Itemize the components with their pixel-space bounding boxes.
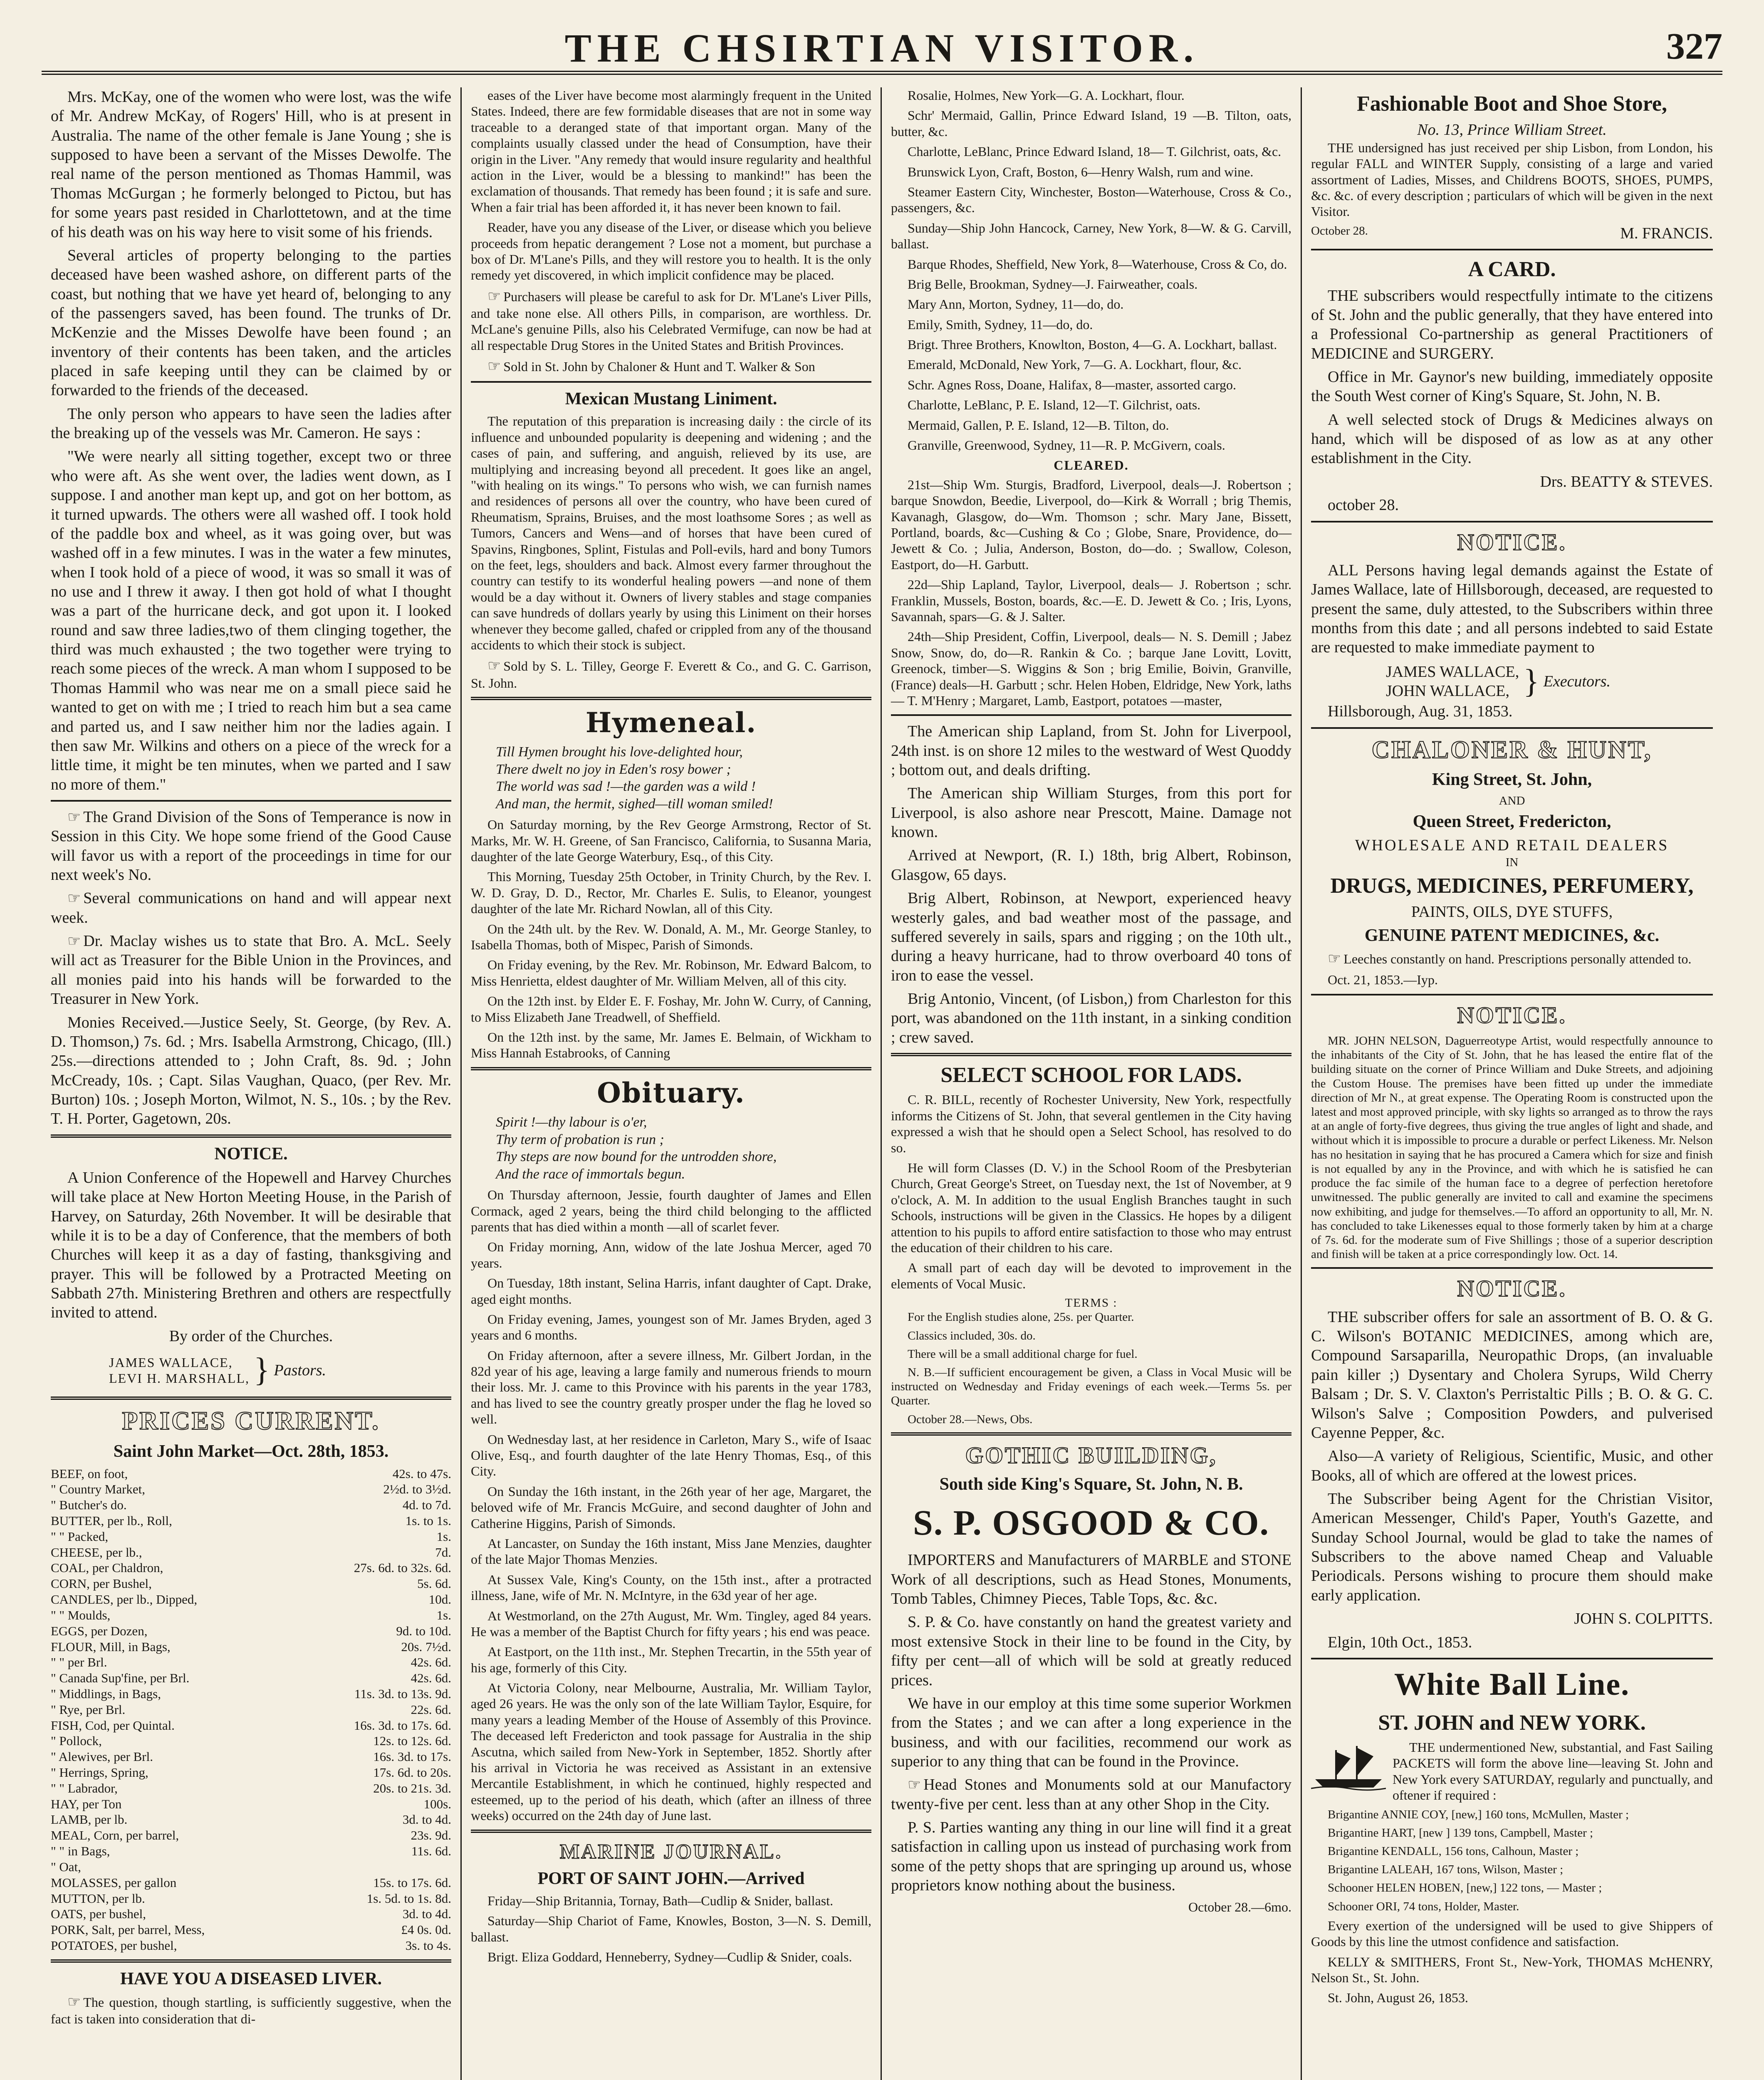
school-date: October 28.—News, Obs. (908, 1412, 1033, 1426)
marine-journal-heading: MARINE JOURNAL. (560, 1839, 782, 1863)
article-paragraph: Mrs. McKay, one of the women who were lost, was the wife of Mr. Andrew McKay, of Rogers' Hill, who is at present in Australia. The name of the other female is Jane Young ; she is supposed to have been a servant of the Misses Dewolfe. The real name of the person mentioned as Thomas Hammil, was Thomas McGurgan ; he formerly belonged to Pictou, but has for some years past resided in Charlottetown, and at the time of his death was on his way here to visit some of his friends. (51, 88, 451, 241)
divider (1311, 994, 1713, 995)
price-item: CHEESE, per lb., (51, 1545, 142, 1560)
divider (891, 1053, 1291, 1056)
price-item: " Canada Sup'fine, per Brl. (51, 1671, 190, 1686)
price-item: " " per Brl. (51, 1655, 107, 1670)
price-value: 27s. 6d. to 32s. 6d. (354, 1560, 451, 1575)
ship-entry: Brigantine HART, [new ] 139 tons, Campbell, Master ; (1328, 1826, 1593, 1840)
chaloner-hunt-line: PAINTS, OILS, DYE STUFFS, (1411, 903, 1613, 921)
price-item: MOLASSES, per gallon (51, 1875, 177, 1890)
price-row (51, 1466, 451, 1482)
card-date: october 28. (1328, 496, 1399, 514)
boot-store-footer (1311, 224, 1713, 243)
poem-line: Thy steps are now bound for the untrodden shore, (496, 1149, 777, 1165)
brace-icon: } (253, 1352, 270, 1389)
price-row (51, 1639, 451, 1655)
signature-name: JAMES WALLACE, (109, 1354, 233, 1370)
price-row (51, 1780, 451, 1796)
signature-name: LEVI H. MARSHALL, (109, 1370, 250, 1386)
price-value: 3d. to 4d. (402, 1907, 451, 1922)
price-value: 23s. 9d. (411, 1828, 451, 1843)
price-value: 16s. 3d. to 17s. (373, 1749, 451, 1764)
arrival-entry: Friday—Ship Britannia, Tornay, Bath—Cudlip & Snider, ballast. (487, 1893, 834, 1908)
price-row (51, 1859, 451, 1875)
hymeneal-poem (496, 743, 871, 812)
chaloner-hunt-line: WHOLESALE AND RETAIL DEALERS (1355, 837, 1669, 854)
divider (1311, 727, 1713, 729)
price-item: " " Labrador, (51, 1780, 118, 1795)
arrival-entry: Brunswick Lyon, Craft, Boston, 6—Henry Walsh, rum and wine. (908, 164, 1254, 179)
article-paragraph: ☞ Sold in St. John by Chaloner & Hunt and T. Walker & Son (487, 358, 815, 375)
school-text: He will form Classes (D. V.) in the School Room of the Presbyterian Church, Great George's Street, on Tuesday next, the 1st of November, at 9 o'clock, A. M. In addition to the usual English Branches taught in such Schools, instructions will be given in the Classics. He hopes by a diligent attention to his pupils to afford entire satisfaction to those who may entrust the education of their children to his care. (891, 1160, 1291, 1255)
price-item: LAMB, per lb. (51, 1812, 128, 1827)
card-text: A well selected stock of Drugs & Medicines always on hand, which will be disposed of as low as at any other establishment in the City. (1311, 411, 1713, 467)
chaloner-hunt-address: Queen Street, Fredericton, (1413, 812, 1611, 832)
article-paragraph: The only person who appears to have seen the ladies after the breaking up of the vessels was Mr. Cameron. He says : (51, 405, 451, 442)
death-entry: On Wednesday last, at her residence in Carleton, Mary S., wife of Isaac Olive, Esq., and fourth daughter of the late Henry Thomas, Esq., of this City. (471, 1431, 871, 1479)
ship-list (1311, 1808, 1713, 1914)
price-value: 1s. to 1s. (405, 1513, 451, 1528)
poem-line: There dwelt no joy in Eden's rosy bower ; (496, 761, 731, 777)
pointing-hand-icon: ☞ (487, 287, 501, 305)
price-value: 3d. to 4d. (402, 1812, 451, 1827)
price-value: 1s. 5d. to 1s. 8d. (366, 1891, 451, 1906)
price-row (51, 1843, 451, 1859)
price-row (51, 1513, 451, 1529)
chaloner-hunt-date: Oct. 21, 1853.—Iyp. (1328, 972, 1438, 988)
divider (1311, 1658, 1713, 1659)
price-value: £4 0s. 0d. (401, 1922, 451, 1937)
price-row (51, 1749, 451, 1765)
ship-entry: Brigantine ANNIE COY, [new,] 160 tons, McMullen, Master ; (1328, 1808, 1629, 1821)
price-item: " Country Market, (51, 1482, 146, 1497)
prices-subtitle: Saint John Market—Oct. 28th, 1853. (113, 1442, 389, 1461)
pointing-hand-icon: ☞ (67, 890, 81, 907)
card-heading: A CARD. (1468, 258, 1556, 282)
marriage-entry: On the 24th ult. by the Rev. W. Donald, A. M., Mr. George Stanley, to Isabella Thomas, both of Mispec, Parish of Simonds. (471, 921, 871, 953)
boot-store-text: THE undersigned has just received per ship Lisbon, from London, his regular FALL and WINTER Supply, consisting of a large and varied assortment of Ladies, Misses, and Childrens BOOTS, SHOES, PUMPS, &c. &c. of every description ; particulars of which will be given in the next Visitor. (1311, 140, 1713, 219)
cleared-list (891, 477, 1291, 708)
cleared-heading: CLEARED. (1054, 458, 1129, 473)
price-row (51, 1670, 451, 1686)
price-item: MUTTON, per lb. (51, 1891, 145, 1906)
page-number: 327 (1666, 26, 1722, 67)
arrival-entry: Schr' Mermaid, Gallin, Prince Edward Island, 19 —B. Tilton, oats, butter, &c. (891, 108, 1291, 139)
masthead (42, 21, 1722, 75)
prices-table (51, 1466, 451, 1954)
ship-entry: Brigantine KENDALL, 156 tons, Calhoun, Master ; (1328, 1845, 1579, 1858)
price-value: 11s. 3d. to 13s. 9d. (354, 1686, 451, 1701)
terms-line: Classics included, 30s. do. (908, 1329, 1036, 1342)
price-row (51, 1875, 451, 1891)
daguerreotype-notice: MR. JOHN NELSON, Daguerreotype Artist, would respectfully announce to the inhabitants of the City of St. John, that he has leased the entire flat of the building situate on the corner of Prince William and Duke Streets, and adjoining the Custom House. The premises have been fitted up under the immediate direction of Mr N., at great expense. The Operating Room is constructed upon the latest and most approved principle, with sky lights so arranged as to throw the rays at an angle of forty-five degrees, thus giving the true angles of light and shade, and without which it is impossible to procure a durable or perfect Likeness. Mr. Nelson has no hesitation in saying that he has procured a Camera which for size and finish is not equalled by any in the Province, and with which he is satisfied he can produce the fac simile of the human face to a degree of perfection heretofore unwitnessed. The public generally are invited to call and examine the specimens now exhibiting, and judge for themselves.—To afford an opportunity to all, Mr. N. has concluded to take Likenesses equal to those formerly taken by him at a charge of 7s. 6d. for the moderate sum of Five Shillings ; those of a superior description and finish will be taken at a price correspondingly low. Oct. 14. (1311, 1034, 1713, 1261)
shipping-news-item: Arrived at Newport, (R. I.) 18th, brig Albert, Robinson, Glasgow, 65 days. (891, 847, 1291, 884)
mustang-heading: Mexican Mustang Liniment. (565, 389, 777, 409)
ship-entry: Schooner ORI, 74 tons, Holder, Master. (1328, 1899, 1519, 1913)
signature-name: JOHN WALLACE, (1386, 682, 1509, 700)
arrival-entry: Mary Ann, Morton, Sydney, 11—do, do. (908, 297, 1124, 312)
price-item: CORN, per Bushel, (51, 1576, 152, 1591)
botanic-notice: THE subscriber offers for sale an assortment of B. O. & G. C. Wilson's BOTANIC MEDICINES, among which are, Compound Sarsaparilla, Neuropathic Drops, (an invaluable pain killer ;) Dysentary and Cholera Syrups, Wild Cherry Balsam ; Dr. S. V. Claxton's Perristaltic Pills ; B. O. & G. C. Wilson's Salve ; Composition Powders, and pulverised Cayenne Pepper, &c. (1311, 1308, 1713, 1441)
price-row (51, 1827, 451, 1843)
diseased-liver-text: ☞ The question, though startling, is sufficiently suggestive, when the fact is taken into consideration that di- (51, 1993, 451, 2027)
article-paragraph: eases of the Liver have become most alarmingly frequent in the United States. Indeed, there are few formidable diseases that are not in some way traceable to a deranged state of that important organ. Many of the complaints usually classed under the head of Consumption, have their origin in the Liver. "Any remedy that would insure regularity and healthful action in the Liver, would be a blessing to mankind!" has been the exclamation of thousands. That remedy has been found ; it is safe and sure. When a fair trial has been afforded it, it has never been known to fail. (471, 88, 871, 215)
price-value: 22s. 6d. (411, 1702, 451, 1717)
divider (891, 1432, 1291, 1436)
price-value: 20s. to 21s. 3d. (373, 1780, 451, 1795)
botanic-date: Elgin, 10th Oct., 1853. (1328, 1633, 1472, 1651)
prices-heading: PRICES CURRENT. (122, 1406, 380, 1435)
price-row (51, 1938, 451, 1954)
death-entry: On Sunday the 16th instant, in the 26th year of her age, Margaret, the beloved wife of Mr. Francis McGuire, and second daughter of John and Catherine Higgins, Parish of Simonds. (471, 1483, 871, 1531)
school-text: C. R. BILL, recently of Rochester University, New York, respectfully informs the Citizens of St. John, that several gentlemen in the City having expressed a wish that he should open a Select School, has resolved to do so. (891, 1092, 1291, 1155)
death-entry: At Lancaster, on Sunday the 16th instant, Miss Jane Menzies, daughter of the late Major Thomas Menzies. (471, 1535, 871, 1567)
poem-line: And the race of immortals begun. (496, 1166, 685, 1182)
arrival-entry: Steamer Eastern City, Winchester, Boston—Waterhouse, Cross & Co., passengers, &c. (891, 184, 1291, 215)
price-item: OATS, per bushel, (51, 1907, 146, 1922)
boot-store-date: October 28. (1311, 224, 1368, 238)
pointing-hand-icon: ☞ (908, 1776, 921, 1794)
price-item: PORK, Salt, per barrel, Mess, (51, 1922, 205, 1937)
death-entry: At Sussex Vale, King's County, on the 15th inst., after a protracted illness, Jane, wife of Mr. N. McIntyre, in the 63d year of her age. (471, 1572, 871, 1603)
price-row (51, 1576, 451, 1592)
price-item: BUTTER, per lb., Roll, (51, 1513, 172, 1528)
pointing-hand-icon: ☞ (1328, 950, 1341, 968)
arrival-entry: Mermaid, Gallen, P. E. Island, 12—B. Tilton, do. (908, 417, 1169, 433)
price-row (51, 1529, 451, 1545)
brace-icon: } (1523, 663, 1539, 700)
bible-union-notice: ☞ Dr. Maclay wishes us to state that Bro. A. McL. Seely will act as Treasurer for the Bible Union in the Provinces, and all monies paid into his hands will be forwarded to the Treasurer in New York. (51, 932, 451, 1008)
diseased-liver-heading: HAVE YOU A DISEASED LIVER. (120, 1969, 382, 1988)
death-entry: On Friday morning, Ann, widow of the late Joshua Mercer, aged 70 years. (471, 1239, 871, 1270)
notice-text: ALL Persons having legal demands against the Estate of James Wallace, late of Hillsborough, deceased, are requested to present the same, duly attested, to the Subscribers within three months from this date ; and all persons indebted to said Estate are requested to make immediate payment to (1311, 561, 1713, 656)
boot-store-address: No. 13, Prince William Street. (1417, 121, 1607, 139)
boot-store-heading: Fashionable Boot and Shoe Store, (1357, 92, 1667, 116)
price-item: CANDLES, per lb., Dipped, (51, 1592, 198, 1607)
ship-entry: Brigantine LALEAH, 167 tons, Wilson, Master ; (1328, 1863, 1564, 1877)
gothic-building-heading: GOTHIC BUILDING, (965, 1442, 1217, 1468)
arrival-entry: Granville, Greenwood, Sydney, 11—R. P. McGivern, coals. (908, 438, 1225, 453)
price-value: 17s. 6d. to 20s. (373, 1765, 451, 1780)
divider (1311, 1267, 1713, 1269)
arrival-entry: Charlotte, LeBlanc, P. E. Island, 12—T. Gilchrist, oats. (908, 397, 1201, 413)
executor-signatures (1386, 661, 1713, 702)
osgood-text: S. P. & Co. have constantly on hand the greatest variety and most extensive Stock in their line to be found in the City, by fifty per cent—all of which will be sold at greatly reduced prices. (891, 1613, 1291, 1689)
price-item: " " Moulds, (51, 1607, 111, 1622)
marriage-entry: On Friday evening, by the Rev. Mr. Robinson, Mr. Edward Balcom, to Miss Henrietta, eldest daughter of Mr. William Melven, all of this city. (471, 957, 871, 988)
signature-name: JAMES WALLACE, (1386, 663, 1519, 681)
terms-line: There will be a small additional charge for fuel. (908, 1347, 1138, 1361)
divider (891, 714, 1291, 716)
price-value: 10d. (428, 1592, 451, 1607)
osgood-heading: S. P. OSGOOD & CO. (913, 1503, 1270, 1543)
boot-store-signature: M. FRANCIS. (1620, 224, 1713, 242)
arrivals-list (471, 1893, 871, 1965)
price-item: EGGS, per Dozen, (51, 1623, 148, 1638)
botanic-notice: Also—A variety of Religious, Scientific, Music, and other Books, all of which are offered at the lowest prices. (1311, 1447, 1713, 1484)
divider (51, 1134, 451, 1138)
price-value: 11s. 6d. (411, 1844, 451, 1859)
death-entry: At Westmorland, on the 27th August, Mr. Wm. Tingley, aged 84 years. He was a member of the Baptist Church for fifty years ; his end was peace. (471, 1608, 871, 1639)
price-item: " Rye, per Brl. (51, 1702, 126, 1717)
price-row (51, 1922, 451, 1938)
arrival-entry: Emily, Smith, Sydney, 11—do, do. (908, 317, 1093, 332)
white-ball-text: THE undermentioned New, substantial, and Fast Sailing PACKETS will form the above line—leaving St. John and New York every SATURDAY, regularly and punctually, and oftener if required : (1393, 1740, 1713, 1803)
chaloner-hunt-address: King Street, St. John, (1432, 770, 1592, 789)
price-row (51, 1607, 451, 1623)
monies-received: Monies Received.—Justice Seely, St. George, (by Rev. A. D. Thomson,) 7s. 6d. ; Mrs. Isabella Armstrong, Chicago, (Ill.) 25s.—directions attended to ; John Craft, 8s. 9d. ; John McCready, 10s. ; Capt. Silas Vaughan, Quaco, (per Rev. Mr. Burton) 10s. ; Joseph Morton, Wilmot, N. S., 10s. ; by the Rev. T. H. Porter, Gagetown, 20s. (51, 1013, 451, 1128)
column-1 (42, 87, 462, 2080)
newspaper-title: THE CHSIRTIAN VISITOR. (564, 26, 1200, 70)
arrival-entry: Sunday—Ship John Hancock, Carney, New York, 8—W. & G. Carvill, ballast. (891, 220, 1291, 252)
arrival-entry: Rosalie, Holmes, New York—G. A. Lockhart, flour. (908, 88, 1185, 103)
price-value: 3s. to 4s. (405, 1938, 451, 1953)
communications-notice: ☞ Several communications on hand and will appear next week. (51, 889, 451, 926)
column-3 (882, 87, 1302, 2080)
price-item: FISH, Cod, per Quintal. (51, 1718, 175, 1733)
price-item: " " Packed, (51, 1529, 109, 1544)
obituary-heading: Obituary. (597, 1076, 745, 1109)
osgood-date: October 28.—6mo. (1188, 1899, 1291, 1915)
pointing-hand-icon: ☞ (67, 1993, 81, 2011)
death-entry: On Tuesday, 18th instant, Selina Harris, infant daughter of Capt. Drake, aged eight months. (471, 1275, 871, 1307)
white-ball-text: Every exertion of the undersigned will be used to give Shippers of Goods by this line the utmost confidence and satisfaction. (1311, 1918, 1713, 1949)
price-item: POTATOES, per bushel, (51, 1938, 177, 1953)
terms-line: N. B.—If sufficient encouragement be given, a Class in Vocal Music will be instructed on Wednesday and Friday evenings of each week.—Terms 5s. per Quarter. (891, 1366, 1291, 1408)
arrival-entry: Schr. Agnes Ross, Doane, Halifax, 8—master, assorted cargo. (908, 377, 1236, 392)
ship-entry: Schooner HELEN HOBEN, [new,] 122 tons, — Master ; (1328, 1881, 1602, 1895)
price-value: 15s. to 17s. 6d. (373, 1875, 451, 1890)
poem-line: Thy term of probation is run ; (496, 1132, 664, 1147)
sailing-ship-icon (1311, 1742, 1386, 1792)
price-item: " Middlings, in Bags, (51, 1686, 161, 1701)
price-value: 100s. (423, 1796, 451, 1811)
column-4 (1302, 87, 1722, 2080)
poem-line: Till Hymen brought his love-delighted hour, (496, 744, 743, 760)
arrival-entry: Brigt. Three Brothers, Knowlton, Boston, 4—G. A. Lockhart, ballast. (908, 337, 1277, 352)
notice-heading: NOTICE. (1457, 1276, 1567, 1302)
botanic-signature: JOHN S. COLPITTS. (1574, 1610, 1713, 1628)
poem-line: The world was sad !—the garden was a wild ! (496, 779, 756, 795)
price-value: 20s. 7½d. (401, 1639, 451, 1654)
marriage-entry: On the 12th inst. by the same, Mr. James E. Belmain, of Wickham to Miss Hannah Estabrooks, of Canning (471, 1029, 871, 1061)
price-item: FLOUR, Mill, in Bags, (51, 1639, 171, 1654)
price-value: 4d. to 7d. (402, 1498, 451, 1513)
terms-heading: TERMS : (1065, 1296, 1118, 1310)
divider (1311, 521, 1713, 522)
price-row (51, 1796, 451, 1812)
deaths-list (471, 1187, 871, 1823)
school-text: A small part of each day will be devoted to improvement in the elements of Vocal Music. (891, 1260, 1291, 1291)
cleared-entry: 22d—Ship Lapland, Taylor, Liverpool, deals— J. Robertson ; schr. Franklin, Mussels, Boston, boards, &c.—E. D. Jewett & Co. ; Iris, Lyons, Savannah, spars—G. & J. Salter. (891, 577, 1291, 624)
price-row (51, 1592, 451, 1607)
temperance-notice: ☞ The Grand Division of the Sons of Temperance is now in Session in this City. We hope some friend of the Good Cause will favor us with a report of the proceedings in time for our next week's No. (51, 808, 451, 884)
white-ball-date: St. John, August 26, 1853. (1328, 1990, 1468, 2006)
arrivals-list (891, 87, 1291, 453)
column-2 (462, 87, 882, 2080)
signature-role: Pastors. (274, 1361, 327, 1379)
price-value: 42s. to 47s. (392, 1466, 451, 1481)
arrival-entry: Charlotte, LeBlanc, Prince Edward Island, 18— T. Gilchrist, oats, &c. (908, 144, 1282, 159)
white-ball-heading: White Ball Line. (1394, 1666, 1630, 1702)
notice-by: By order of the Churches. (169, 1327, 333, 1345)
osgood-text: ☞ Head Stones and Monuments sold at our Manufactory twenty-five per cent. less than at any other Shop in the City. (891, 1776, 1291, 1813)
death-entry: At Victoria Colony, near Melbourne, Australia, Mr. William Taylor, aged 26 years. He was the only son of the late William Taylor, Esquire, for many years a leading Member of the House of Assembly of this Province. The deceased left Fredericton and took passage for Australia in the ship Ascutna, which sailed from New-York in September, 1852. Shortly after his arrival in Victoria he was received as Assistant in an extensive Mercantile Establishment, in which he continued, highly respected and esteemed, up to the period of his death, which (after an illness of three weeks) occurred on the 24th day of June last. (471, 1680, 871, 1823)
hymeneal-heading: Hymeneal. (585, 706, 757, 739)
price-value: 12s. to 12s. 6d. (373, 1733, 451, 1748)
price-item: " " in Bags, (51, 1844, 110, 1859)
price-row (51, 1560, 451, 1576)
price-value: 5s. 6d. (417, 1576, 451, 1591)
death-entry: At Eastport, on the 11th inst., Mr. Stephen Trecartin, in the 55th year of his age, formerly of this City. (471, 1644, 871, 1675)
shipping-news-item: Brig Albert, Robinson, at Newport, experienced heavy westerly gales, and bad weather most of the passage, and suffered severely in sails, spars and rigging ; on the 10th ult., during a heavy hurricane, had to throw overboard 40 tons of iron to ease the vessel. (891, 889, 1291, 984)
shipping-news-item: The American ship William Sturges, from this port for Liverpool, is also ashore near Prescott, Maine. Damage not known. (891, 785, 1291, 841)
divider (51, 1397, 451, 1400)
price-value: 1s. (436, 1529, 451, 1544)
price-item: MEAL, Corn, per barrel, (51, 1828, 179, 1843)
shipping-news-item: Brig Antonio, Vincent, (of Lisbon,) from Charleston for this port, was abandoned on the 11th instant, in a sinking condition ; crew saved. (891, 990, 1291, 1046)
divider (471, 381, 871, 383)
pointing-hand-icon: ☞ (67, 808, 81, 826)
white-ball-signature: KELLY & SMITHERS, Front St., New-York, THOMAS McHENRY, Nelson St., St. John. (1311, 1954, 1713, 1986)
botanic-notice: The Subscriber being Agent for the Christian Visitor, American Messenger, Child's Paper, Youth's Gazette, and Sunday School Journal, would be glad to take the names of Subscribers to the above named Cheap and Valuable Periodicals. Persons wishing to procure them should make early application. (1311, 1490, 1713, 1604)
pointing-hand-icon: ☞ (67, 933, 81, 950)
cleared-entry: 24th—Ship President, Coffin, Liverpool, deals— N. S. Demill ; Jabez Snow, Snow, do, do—R. Rankin & Co. ; barque Jane Lovitt, Lovitt, Greenock, timber—S. Wiggins & Son ; brig Emilie, Boivin, Granville, (France) deals—H. Garbutt ; schr. Helen Hoben, Eldridge, New York, laths— T. M'Henry ; Margaret, Lamb, Eastport, potatoes —master, (891, 629, 1291, 708)
price-item: COAL, per Chaldron, (51, 1560, 163, 1575)
signature-role: Executors. (1543, 673, 1611, 691)
arrival-entry: Barque Rhodes, Sheffield, New York, 8—Waterhouse, Cross & Co, do. (908, 256, 1287, 272)
price-row (51, 1812, 451, 1827)
price-value: 42s. 6d. (411, 1671, 451, 1686)
divider (51, 800, 451, 802)
mustang-text: The reputation of this preparation is increasing daily : the circle of its influence and unbounded popularity is deepening and widening ; and the cases of pain, and suffering, and anguish, relieved by its use, are multiplying and increasing beyond all precedent. It goes like an angel, "with healing on its wings." To persons who wish, we can furnish names and residences of persons all over the country, who have been cured of Rheumatism, Sprains, Bruises, and the most loathsome Sores ; as well as Tumors, Cancers and Wens—and of horses that have been cured of Spavins, Ringbones, Splint, Fistulas and Poll-evils, hard and bony Tumors on the feet, legs, shoulders and back. Almost every farmer throughout the country can testify to its wonderful healing powers —and none of them would be a day without it. Owners of livery stables and stage companies can save hundreds of dollars yearly by using this Liniment on their horses whenever they become galled, chafed or crippled from any of the thousand accidents to which their stock is subject. (471, 414, 871, 652)
price-row (51, 1545, 451, 1560)
osgood-text: We have in our employ at this time some superior Workmen from the States ; and we can after a long experience in the business, and with our facilities, recommend our work as superior to any thing that can be found in the Province. (891, 1694, 1291, 1770)
cleared-entry: 21st—Ship Wm. Sturgis, Bradford, Liverpool, deals—J. Robertson ; barque Snowdon, Beedie, Liverpool, do—Kirk & Worrall ; brig Themis, Kavanagh, Glasgow, do—Wm. Thomson ; schr. Mary Jane, Bissett, Portland, boards, &c—Cushing & Co ; Globe, Snare, Providence, do—Jewett & Co. ; Julia, Anderson, Boston, do—do. ; Swallow, Coleson, Eastport, do—H. Garbutt. (891, 477, 1291, 572)
arrival-entry: Saturday—Ship Chariot of Fame, Knowles, Boston, 3—N. S. Demill, ballast. (471, 1913, 871, 1944)
marriage-entry: This Morning, Tuesday 25th October, in Trinity Church, by the Rev. I. W. D. Gray, D. D., Rector, Mr. Charles E. Sulis, to Eleanor, youngest daughter of the late Mr. Richard Nowlan, all of this City. (471, 869, 871, 916)
shipping-news (891, 722, 1291, 1047)
article-quote: "We were nearly all sitting together, except two or three who were aft. As she went over, the ladies went down, as I suppose. I and another man kept up, and got on her bottom, as it turned upwards. The others were all washed off. I took hold of the paddle box and wheel, as it was going over, but was washed off in a few minutes. I was in the water a few minutes, when I took hold of a piece of wood, it was so small it was of no use and I threw it away. I then got hold of what I thought was a part of the hurricane deck, and got upon it. I looked round and saw three ladies,two of them clinging together, the third was much exhausted ; the two together were trying to reach some pieces of the wreck. A man whom I supposed to be Thomas Hammil who was near me on a small piece said he wanted to get on with me ; I tried to reach him but a sea came and parted us, and I saw neither him nor the ladies again. I then saw Mr. Wilkins and others on a piece of the wreck for a little time, it might be ten minutes, when we parted and I saw no more of them." (51, 448, 451, 793)
chaloner-hunt-heading: CHALONER & HUNT, (1371, 735, 1653, 763)
article-paragraph: ☞ Purchasers will please be careful to ask for Dr. M'Lane's Liver Pills, and take none else. All others Pills, in comparison, are worthless. Dr. McLane's genuine Pills, also his Celebrated Vermifuge, can now be had at all respectable Drug Stores in the United States and British Provinces. (471, 287, 871, 353)
divider (471, 697, 871, 700)
pointing-hand-icon: ☞ (487, 657, 501, 675)
price-row (51, 1733, 451, 1749)
notice-heading: NOTICE. (1457, 1002, 1567, 1028)
death-entry: On Thursday afternoon, Jessie, fourth daughter of James and Ellen Cormack, aged 2 years, being the third child belonging to the afflicted parents that has died within a month —all of scarlet fever. (471, 1187, 871, 1234)
chaloner-hunt-in: IN (1505, 855, 1519, 869)
marriage-entry: On the 12th inst. by Elder E. F. Foshay, Mr. John W. Curry, of Canning, to Miss Elizabeth Jane Treadwell, of Sheffield. (471, 993, 871, 1025)
arrival-entry: Emerald, McDonald, New York, 7—G. A. Lockhart, flour, &c. (908, 357, 1242, 372)
mustang-sold: ☞ Sold by S. L. Tilley, George F. Everett & Co., and G. C. Garrison, St. John. (471, 657, 871, 691)
terms-line: For the English studies alone, 25s. per Quarter. (908, 1310, 1134, 1324)
price-value: 2½d. to 3½d. (383, 1482, 451, 1497)
arrival-entry: Brig Belle, Brookman, Sydney—J. Fairweather, coals. (908, 276, 1198, 292)
price-item: HAY, per Ton (51, 1796, 122, 1811)
poem-line: Spirit !—thy labour is o'er, (496, 1114, 647, 1130)
price-item: " Oat, (51, 1859, 81, 1874)
price-value: 7d. (435, 1545, 451, 1560)
osgood-text: IMPORTERS and Manufacturers of MARBLE and STONE Work of all descriptions, such as Head Stones, Monuments, Tomb Tables, Chimney Pieces, Table Tops, &c. &c. (891, 1551, 1291, 1608)
price-item: BEEF, on foot, (51, 1466, 128, 1481)
notice-text: A Union Conference of the Hopewell and Harvey Churches will take place at New Horton Meeting House, in the Parish of Harvey, on Saturday, 26th November. It will be desirable that while it is to be a day of Conference, that the members of both Churches will keep it as a day of fasting, thanksgiving and prayer. This will be followed by a Protracted Meeting on Sabbath 27th. Ministering Brethren and others are respectfully invited to attend. (51, 1169, 451, 1322)
poem-line: And man, the hermit, sighed—till woman smiled! (496, 796, 773, 812)
arrival-entry: Brigt. Eliza Goddard, Henneberry, Sydney—Cudlip & Snider, coals. (487, 1949, 852, 1965)
divider (471, 1830, 871, 1833)
article-paragraph: Reader, have you any disease of the Liver, or disease which you believe proceeds from hepatic derangement ? Lose not a moment, but purchase a box of Dr. M'Lane's Pills, and they will restore you to health. It is the only remedy yet discovered, in which implicit confidence may be placed. (471, 220, 871, 283)
price-item: " Pollock, (51, 1733, 102, 1748)
death-entry: On Friday afternoon, after a severe illness, Mr. Gilbert Jordan, in the 82d year of his age, leaving a large family and numerous friends to mourn their loss. Mr. J. came to this Province with his parents in the year 1783, and has lived to see the country greatly prosper under the flag he loved so well. (471, 1347, 871, 1427)
price-value: 16s. 3d. to 17s. 6d. (354, 1718, 451, 1733)
price-row (51, 1497, 451, 1513)
chaloner-hunt-line: DRUGS, MEDICINES, PERFUMERY, (1330, 874, 1694, 898)
pointing-hand-icon: ☞ (487, 358, 501, 375)
price-row (51, 1702, 451, 1718)
notice-signatures (109, 1350, 451, 1391)
price-item: " Butcher's do. (51, 1498, 127, 1513)
notice-heading: NOTICE. (214, 1144, 288, 1164)
obituary-poem (496, 1114, 871, 1183)
price-row (51, 1686, 451, 1702)
notice-heading: NOTICE. (1457, 529, 1567, 555)
price-row (51, 1891, 451, 1907)
port-heading: PORT OF SAINT JOHN.—Arrived (537, 1869, 805, 1888)
gothic-building-address: South side King's Square, St. John, N. B. (939, 1475, 1243, 1494)
marriages-list (471, 817, 871, 1061)
divider (51, 1959, 451, 1963)
notice-date: Hillsborough, Aug. 31, 1853. (1328, 703, 1513, 721)
price-value: 1s. (436, 1607, 451, 1622)
price-row (51, 1481, 451, 1497)
chaloner-hunt-and: AND (1499, 794, 1525, 807)
osgood-text: P. S. Parties wanting any thing in our line will find it a great satisfaction in calling upon us instead of purchasing work from some of the petty shops that are springing up around us, whose proprietors know nothing about the business. (891, 1819, 1291, 1894)
death-entry: On Friday evening, James, youngest son of Mr. James Bryden, aged 3 years and 6 months. (471, 1311, 871, 1343)
shipping-news-item: The American ship Lapland, from St. John for Liverpool, 24th inst. is on shore 12 miles to the westward of West Quoddy ; bottom out, and deals drifting. (891, 723, 1291, 779)
card-text: Office in Mr. Gaynor's new building, immediately opposite the South West corner of King's Square, St. John, N. B. (1311, 368, 1713, 405)
white-ball-route: ST. JOHN and NEW YORK. (1378, 1711, 1646, 1735)
price-item: " Alewives, per Brl. (51, 1749, 153, 1764)
divider (471, 1067, 871, 1070)
price-row (51, 1765, 451, 1780)
price-row (51, 1654, 451, 1670)
price-row (51, 1906, 451, 1922)
divider (1311, 249, 1713, 250)
price-value: 9d. to 10d. (396, 1623, 451, 1638)
chaloner-hunt-leeches: ☞ Leeches constantly on hand. Prescriptions personally attended to. (1328, 950, 1692, 968)
price-item: " Herrings, Spring, (51, 1765, 148, 1780)
chaloner-hunt-line: GENUINE PATENT MEDICINES, &c. (1364, 926, 1660, 945)
school-heading: SELECT SCHOOL FOR LADS. (940, 1063, 1242, 1087)
card-text: THE subscribers would respectfully intimate to the citizens of St. John and the public generally, that they have entered into a Professional Co-partnership as general Practitioners of MEDICINE and SURGERY. (1311, 287, 1713, 362)
article-paragraph: Several articles of property belonging to the parties deceased have been washed ashore, on different parts of the coast, but nothing that we have yet heard of, belonging to any of the passengers saved, has been found. The trunks of Dr. McKenzie and the Misses Dewolfe have been found ; an inventory of their contents has been taken, and the articles placed in safe keeping until they can be claimed by or forwarded to the friends of the deceased. (51, 246, 451, 399)
price-value: 42s. 6d. (411, 1655, 451, 1670)
marriage-entry: On Saturday morning, by the Rev George Armstrong, Rector of St. Marks, Mr. W. H. Greene, of San Francisco, California, to Susanna Maria, daughter of the late George Waterbury, Esq., of this City. (471, 817, 871, 864)
price-row (51, 1718, 451, 1733)
price-row (51, 1623, 451, 1639)
card-signature: Drs. BEATTY & STEVES. (1540, 473, 1713, 490)
